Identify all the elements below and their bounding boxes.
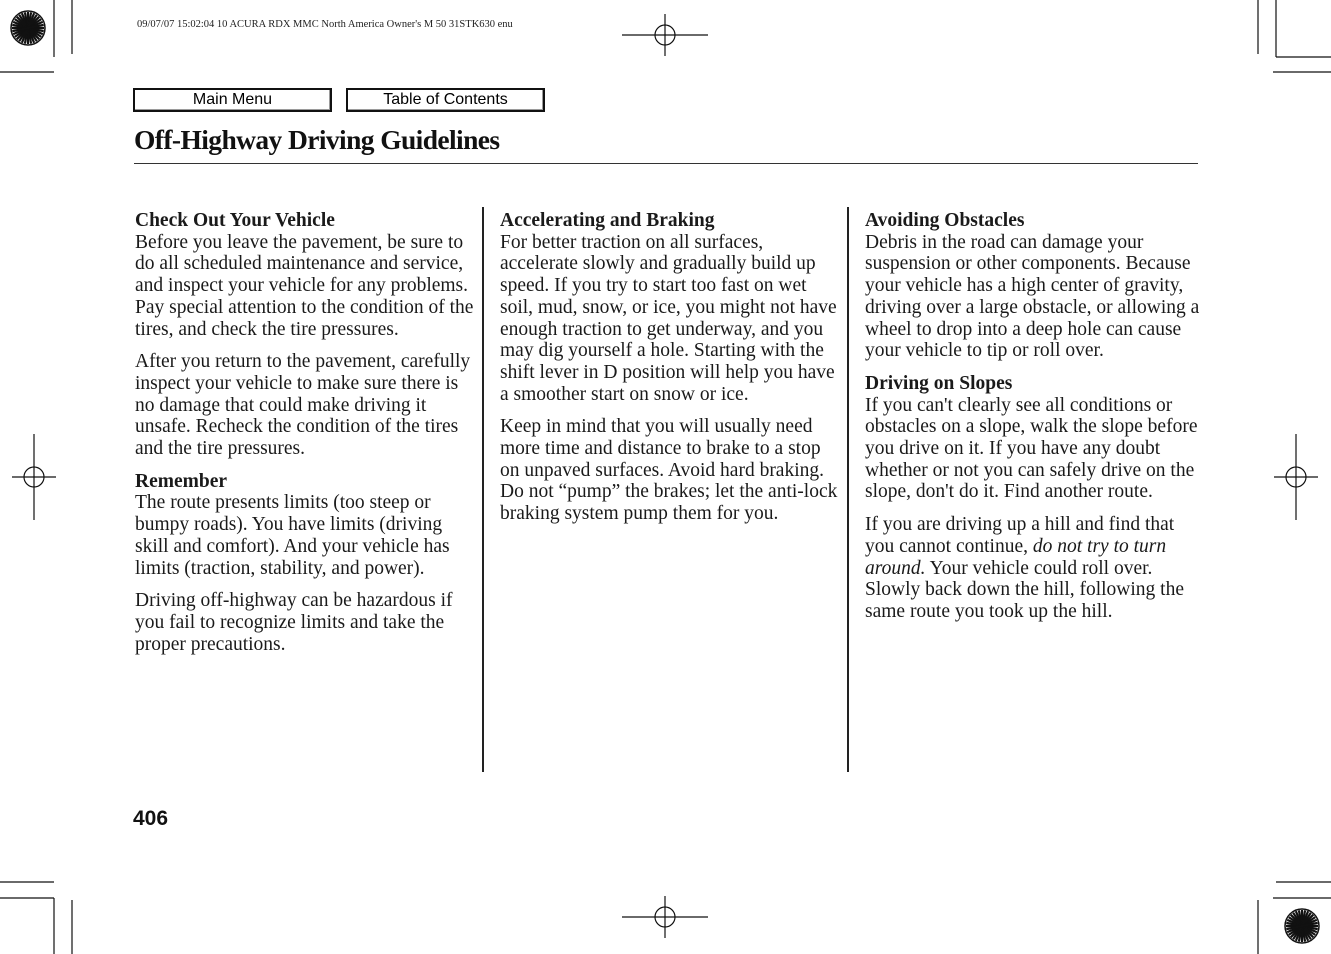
paragraph-text: Your vehicle could roll over. Slowly back down the hill, following the same route you took up the hill. xyxy=(865,557,1185,622)
paragraph: Debris in the road can damage your suspension or other components. Because your vehicle has a high center of gravity, driving over a large obstacle, or allowing a wheel to drop into a deep hole can cause your vehicle to tip or roll over. xyxy=(865,231,1200,362)
section-heading: Remember xyxy=(135,470,228,492)
paragraph: If you can't clearly see all conditions or obstacles on a slope, walk the slope before you drive on it. If you have any doubt whether or not you can safely drive on the slope, don't do it. Find another route. xyxy=(865,394,1198,503)
paragraph: After you return to the pavement, carefully inspect your vehicle to make sure there is no damage that could make driving it unsafe. Recheck the condition of the tires and the tire pressures. xyxy=(135,351,471,460)
paragraph: Keep in mind that you will usually need more time and distance to brake to a stop on unpaved surfaces. Avoid hard braking. Do not “pump” the brakes; let the anti-lock braking system pump them for you. xyxy=(500,416,838,525)
section-heading: Driving on Slopes xyxy=(865,372,1013,394)
paragraph: For better traction on all surfaces, accelerate slowly and gradually build up speed. If you try to start too fast on wet soil, mud, snow, or ice, you might not have enough traction to get underway, and you may dig yourself a hole. Starting with the shift lever in D position will help you have a smoother start on snow or ice. xyxy=(500,231,837,405)
column-divider xyxy=(847,207,849,772)
paragraph: The route presents limits (too steep or bumpy roads). You have limits (driving skill and comfort). And your vehicle has limits (traction, stability, and power). xyxy=(135,492,450,579)
column-divider xyxy=(482,207,484,772)
emphasis-text: do not try to turn around. xyxy=(865,535,1167,579)
column-2 xyxy=(500,210,840,536)
registration-target-icon xyxy=(1285,909,1319,943)
main-menu-button[interactable]: Main Menu xyxy=(133,88,332,112)
section-heading: Avoiding Obstacles xyxy=(865,210,1025,231)
paragraph: Driving off-highway can be hazardous if you fail to recognize limits and take the proper precautions. xyxy=(135,590,453,655)
page-title: Off-Highway Driving Guidelines xyxy=(134,124,500,155)
paragraph: Before you leave the pavement, be sure to do all scheduled maintenance and service, and inspect your vehicle for any problems. Pay special attention to the condition of the tires, and check the tire pressures. xyxy=(135,231,474,340)
column-3 xyxy=(865,210,1205,634)
title-divider xyxy=(134,163,1198,164)
paragraph xyxy=(865,514,1205,623)
column-1 xyxy=(135,210,475,666)
table-of-contents-button[interactable]: Table of Contents xyxy=(346,88,545,112)
print-header: 09/07/07 15:02:04 10 ACURA RDX MMC North America Owner's M 50 31STK630 enu xyxy=(137,19,513,30)
registration-target-icon xyxy=(11,11,45,45)
section-heading: Check Out Your Vehicle xyxy=(135,210,335,231)
section-heading: Accelerating and Braking xyxy=(500,210,715,231)
paragraph-text: If you are driving up a hill and find that you cannot continue, xyxy=(865,514,1175,557)
page-number: 406 xyxy=(133,807,169,830)
